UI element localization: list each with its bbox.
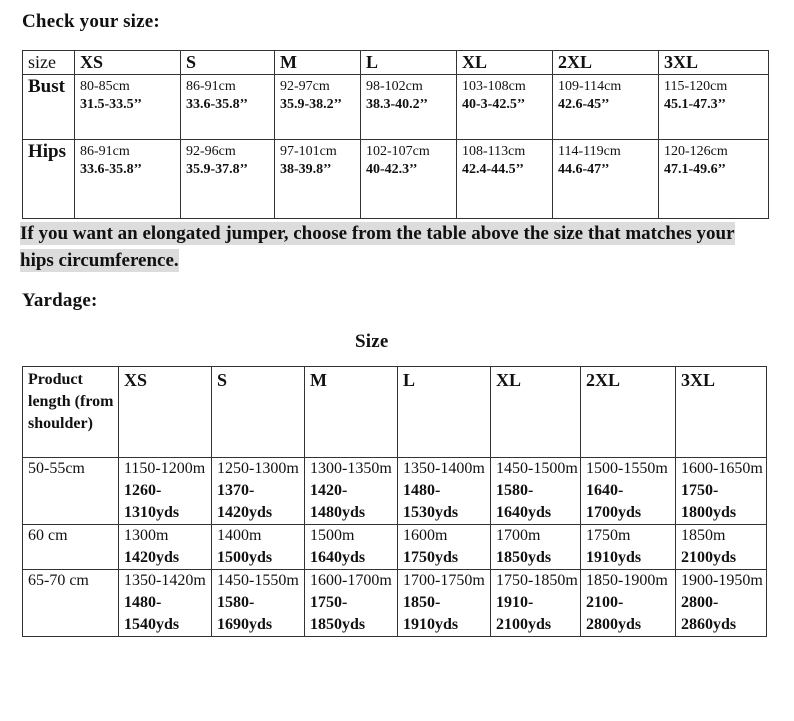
hips-cm: 102-107cm — [366, 144, 430, 159]
meters: 1500-1550m — [586, 460, 668, 477]
hips-cm: 97-101cm — [280, 144, 337, 159]
yards: 1910yds — [586, 549, 642, 566]
yardage-header-row — [23, 367, 767, 458]
yardage-header-3xl: 3XL — [676, 367, 767, 458]
hips-cm: 114-119cm — [558, 144, 621, 159]
yardage-cell — [581, 570, 676, 637]
yardage-cell — [676, 525, 767, 570]
meters: 1500m — [310, 527, 355, 544]
hips-cell-l — [361, 140, 457, 219]
hips-in: 42.4-44.5’’ — [462, 162, 524, 177]
meters: 1700-1750m — [403, 572, 485, 589]
size-header-s: S — [181, 51, 275, 75]
meters: 1850m — [681, 527, 726, 544]
meters: 1300-1350m — [310, 460, 392, 477]
yardage-cell — [491, 525, 581, 570]
bust-cell-xs — [75, 75, 181, 140]
yardage-cell — [676, 570, 767, 637]
meters: 1750-1850m — [496, 572, 578, 589]
yardage-size-caption: Size — [355, 331, 389, 352]
yardage-header-s: S — [212, 367, 305, 458]
hips-cell-2xl — [553, 140, 659, 219]
yards: 2800-2860yds — [681, 594, 737, 633]
yards: 1370-1420yds — [217, 482, 273, 521]
yards: 2100yds — [681, 549, 737, 566]
yards: 1850-1910yds — [403, 594, 459, 633]
meters: 1450-1500m — [496, 460, 578, 477]
meters: 1350-1400m — [403, 460, 485, 477]
bust-in: 35.9-38.2’’ — [280, 97, 342, 112]
yards: 1480-1540yds — [124, 594, 180, 633]
bust-in: 42.6-45’’ — [558, 97, 610, 112]
hips-row — [23, 140, 769, 219]
yards: 1420yds — [124, 549, 180, 566]
yardage-cell — [491, 570, 581, 637]
yardage-header-l: L — [398, 367, 491, 458]
yardage-table — [22, 366, 767, 637]
meters: 1600m — [403, 527, 448, 544]
hips-cell-m — [275, 140, 361, 219]
size-header-2xl: 2XL — [553, 51, 659, 75]
bust-cell-s — [181, 75, 275, 140]
yardage-header-m: M — [305, 367, 398, 458]
meters: 1900-1950m — [681, 572, 763, 589]
yards: 1850yds — [496, 549, 552, 566]
hips-cm: 92-96cm — [186, 144, 236, 159]
size-header-xl: XL — [457, 51, 553, 75]
yardage-header-xl: XL — [491, 367, 581, 458]
bust-cm: 92-97cm — [280, 79, 330, 94]
yardage-header-xs: XS — [119, 367, 212, 458]
bust-cm: 80-85cm — [80, 79, 130, 94]
yardage-header-2xl: 2XL — [581, 367, 676, 458]
yards: 1480-1530yds — [403, 482, 459, 521]
yardage-row-65-70 — [23, 570, 767, 637]
hips-cell-xs — [75, 140, 181, 219]
hips-cell-s — [181, 140, 275, 219]
yardage-cell — [305, 525, 398, 570]
bust-cm: 115-120cm — [664, 79, 728, 94]
bust-cell-l — [361, 75, 457, 140]
yardage-cell — [491, 458, 581, 525]
yardage-cell — [581, 458, 676, 525]
hips-in: 33.6-35.8’’ — [80, 162, 142, 177]
meters: 1750m — [586, 527, 631, 544]
yardage-cell — [676, 458, 767, 525]
meters: 1850-1900m — [586, 572, 668, 589]
yards: 1260-1310yds — [124, 482, 180, 521]
yardage-title: Yardage: — [22, 290, 98, 311]
yards: 1750-1800yds — [681, 482, 737, 521]
meters: 1700m — [496, 527, 541, 544]
yardage-row-60 — [23, 525, 767, 570]
meters: 1450-1550m — [217, 572, 299, 589]
yardage-cell — [398, 570, 491, 637]
bust-in: 38.3-40.2’’ — [366, 97, 428, 112]
size-header-l: L — [361, 51, 457, 75]
yardage-cell — [581, 525, 676, 570]
meters: 1350-1420m — [124, 572, 206, 589]
yards: 1500yds — [217, 549, 273, 566]
hips-in: 38-39.8’’ — [280, 162, 332, 177]
hips-cell-xl — [457, 140, 553, 219]
yardage-cell — [212, 570, 305, 637]
yards: 1640yds — [310, 549, 366, 566]
yardage-cell — [212, 525, 305, 570]
yards: 1420-1480yds — [310, 482, 366, 521]
yardage-cell — [119, 570, 212, 637]
product-length-label: Product length (from shoulder) — [23, 367, 119, 458]
bust-in: 40-3-42.5’’ — [462, 97, 526, 112]
yards: 1580-1690yds — [217, 594, 273, 633]
bust-in: 33.6-35.8’’ — [186, 97, 248, 112]
bust-cm: 109-114cm — [558, 79, 622, 94]
yardage-row-50-55 — [23, 458, 767, 525]
yards: 1640-1700yds — [586, 482, 642, 521]
hips-cm: 120-126cm — [664, 144, 728, 159]
size-table — [22, 50, 769, 219]
meters: 1600-1700m — [310, 572, 392, 589]
size-header-m: M — [275, 51, 361, 75]
yards: 1750yds — [403, 549, 459, 566]
yardage-cell — [212, 458, 305, 525]
hips-in: 35.9-37.8’’ — [186, 162, 248, 177]
yards: 1750-1850yds — [310, 594, 366, 633]
bust-in: 45.1-47.3’’ — [664, 97, 726, 112]
yardage-cell — [398, 458, 491, 525]
meters: 1300m — [124, 527, 169, 544]
elongated-jumper-note — [20, 220, 740, 274]
meters: 1150-1200m — [124, 460, 206, 477]
length-label: 50-55cm — [23, 458, 119, 525]
size-table-header-row — [23, 51, 769, 75]
bust-row — [23, 75, 769, 140]
yardage-cell — [119, 525, 212, 570]
size-header-label: size — [23, 51, 75, 75]
bust-cell-xl — [457, 75, 553, 140]
meters: 1400m — [217, 527, 262, 544]
bust-cm: 103-108cm — [462, 79, 526, 94]
hips-cell-3xl — [659, 140, 769, 219]
length-label: 65-70 cm — [23, 570, 119, 637]
hips-cm: 108-113cm — [462, 144, 526, 159]
bust-label: Bust — [23, 75, 75, 140]
hips-cm: 86-91cm — [80, 144, 130, 159]
yards: 2100-2800yds — [586, 594, 642, 633]
hips-in: 47.1-49.6’’ — [664, 162, 726, 177]
bust-cell-3xl — [659, 75, 769, 140]
hips-in: 44.6-47’’ — [558, 162, 610, 177]
bust-cell-2xl — [553, 75, 659, 140]
yards: 1580-1640yds — [496, 482, 552, 521]
bust-in: 31.5-33.5’’ — [80, 97, 142, 112]
bust-cm: 86-91cm — [186, 79, 236, 94]
check-size-title: Check your size: — [22, 11, 160, 32]
meters: 1600-1650m — [681, 460, 763, 477]
bust-cell-m — [275, 75, 361, 140]
yards: 1910-2100yds — [496, 594, 552, 633]
hips-in: 40-42.3’’ — [366, 162, 418, 177]
hips-label: Hips — [23, 140, 75, 219]
yardage-cell — [305, 570, 398, 637]
length-label: 60 cm — [23, 525, 119, 570]
yardage-cell — [305, 458, 398, 525]
note-text: If you want an elongated jumper, choose from the table above the size that matches your hips circumference. — [20, 223, 735, 271]
bust-cm: 98-102cm — [366, 79, 423, 94]
size-header-xs: XS — [75, 51, 181, 75]
meters: 1250-1300m — [217, 460, 299, 477]
size-header-3xl: 3XL — [659, 51, 769, 75]
yardage-cell — [398, 525, 491, 570]
yardage-cell — [119, 458, 212, 525]
